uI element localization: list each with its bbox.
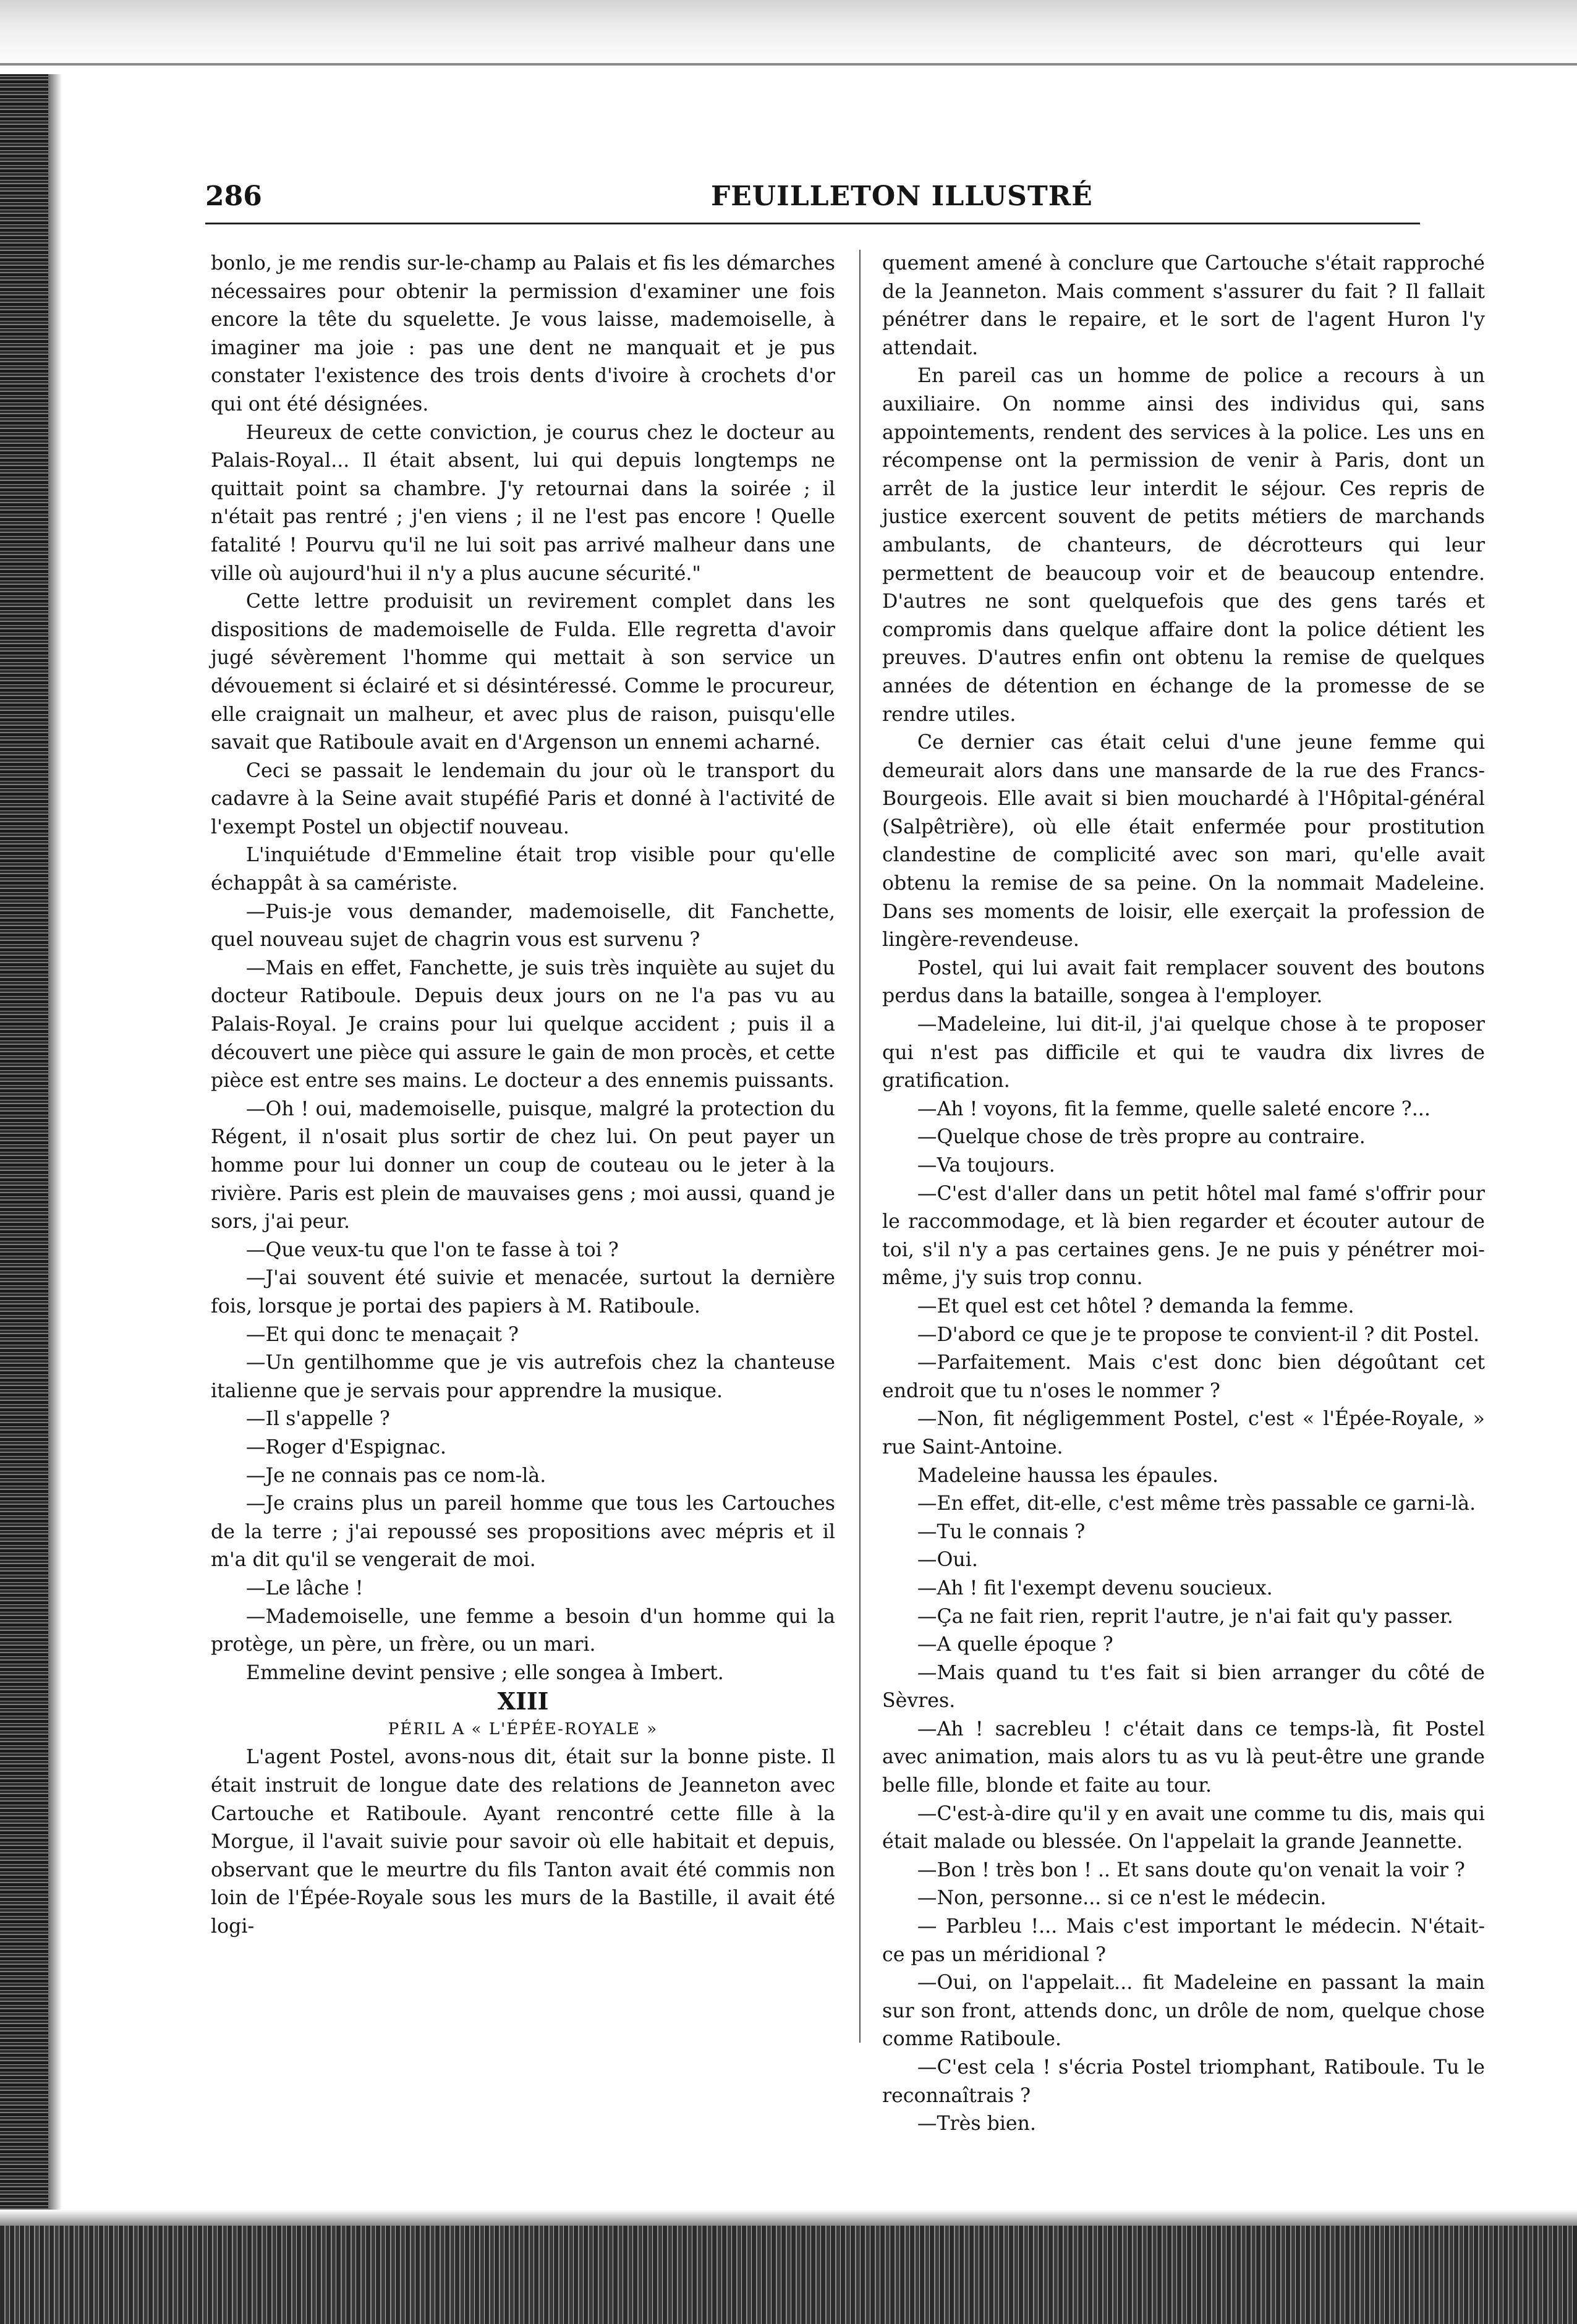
dialogue-line: —C'est d'aller dans un petit hôtel mal famé s'offrir pour le raccommodage, et là bien regarder et écouter autour de toi, s'il n'y a pas certaines gens. Je ne puis y pénétrer moi-même, j'y suis trop connu. — [882, 1182, 1485, 1290]
dialogue-line: —Et quel est cet hôtel ? demanda la femme. — [917, 1295, 1354, 1317]
dialogue-line: —Ah ! fit l'exempt devenu soucieux. — [917, 1577, 1273, 1599]
paragraph: Ce dernier cas était celui d'une jeune femme qui demeurait alors dans une mansarde de la rue des Francs-Bourgeois. Elle avait si bien mouchardé à l'Hôpital-général (Salpêtrière), où elle était enfermée pour prostitution clandestine de complicité avec son mari, qu'elle avait obtenu la remise de sa peine. On la nommait Madeleine. Dans ses moments de loisir, elle exerçait la profession de lingère-revendeuse. — [882, 731, 1485, 951]
dialogue-line: —Mais quand tu t'es fait si bien arranger du côté de Sèvres. — [882, 1661, 1485, 1713]
header-rule — [205, 223, 1420, 224]
paragraph: Cette lettre produisit un revirement complet dans les dispositions de mademoiselle de Fulda. Elle regretta d'avoir jugé sévèrement l'homme qui mettait à son service un dévouement si éclairé et si désintéressé. Comme le procureur, elle craignait un malheur, et avec plus de raison, puisqu'elle savait que Ratiboule avait en d'Argenson un ennemi acharné. — [211, 590, 835, 754]
dialogue-line: —Quelque chose de très propre au contraire. — [917, 1126, 1366, 1149]
scan-top-edge — [0, 0, 1577, 74]
paragraph: Madeleine haussa les épaules. — [917, 1464, 1219, 1487]
page-number: 286 — [205, 181, 262, 212]
dialogue-line: —Mais en effet, Fanchette, je suis très inquiète au sujet du docteur Ratiboule. Depuis deux jours on ne l'a pas vu au Palais-Royal. Je crains pour lui quelque accident ; puis il a découvert une pièce qui assure le gain de mon procès, et cette pièce est entre ses mains. Le docteur a des ennemis puissants. — [211, 956, 835, 1092]
dialogue-line: —Oh ! oui, mademoiselle, puisque, malgré la protection du Régent, il n'osait plus sortir de chez lui. On peut payer un homme pour lui donner un coup de couteau ou le jeter à la rivière. Paris est plein de mauvaises gens ; moi aussi, quand je sors, j'ai peur. — [211, 1097, 835, 1233]
dialogue-line: —Tu le connais ? — [917, 1520, 1086, 1543]
dialogue-line: —Parfaitement. Mais c'est donc bien dégoûtant cet endroit que tu n'oses le nommer ? — [882, 1351, 1485, 1402]
dialogue-line: —Ça ne fait rien, reprit l'autre, je n'ai fait qu'y passer. — [917, 1605, 1453, 1628]
dialogue-line: —Puis-je vous demander, mademoiselle, dit Fanchette, quel nouveau sujet de chagrin vous est survenu ? — [211, 900, 835, 951]
dialogue-line: —Roger d'Espignac. — [245, 1436, 447, 1458]
running-title: FEUILLETON ILLUSTRÉ — [711, 181, 1093, 212]
column-divider — [859, 250, 861, 2043]
dialogue-line: —C'est cela ! s'écria Postel triomphant, Ratiboule. Tu le reconnaîtrais ? — [882, 2056, 1485, 2107]
paragraph: Ceci se passait le lendemain du jour où le transport du cadavre à la Seine avait stupéfié Paris et donné à l'activité de l'exempt Postel un objectif nouveau. — [211, 759, 835, 838]
dialogue-line: —Va toujours. — [917, 1154, 1055, 1177]
dialogue-line: —Madeleine, lui dit-il, j'ai quelque chose à te proposer qui n'est pas difficile et qui te vaudra dix livres de gratification. — [882, 1013, 1485, 1092]
scan-bottom-edge — [0, 2226, 1577, 2324]
right-column — [882, 250, 1485, 2135]
dialogue-line: —D'abord ce que je te propose te convient-il ? dit Postel. — [917, 1323, 1480, 1346]
dialogue-line: — Parbleu !... Mais c'est important le médecin. N'était-ce pas un méridional ? — [882, 1915, 1485, 1966]
dialogue-line: —En effet, dit-elle, c'est même très passable ce garni-là. — [917, 1492, 1476, 1515]
chapter-number: XIII — [497, 1687, 549, 1716]
dialogue-line: —Ah ! voyons, fit la femme, quelle saleté encore ?... — [917, 1097, 1430, 1120]
paragraph: L'inquiétude d'Emmeline était trop visible pour qu'elle échappât à sa camériste. — [211, 844, 835, 895]
dialogue-line: —Je ne connais pas ce nom-là. — [245, 1464, 546, 1487]
paragraph: bonlo, je me rendis sur-le-champ au Palais et fis les démarches nécessaires pour obtenir la permission d'examiner une fois encore la tête du squelette. Je vous laisse, mademoiselle, à imaginer ma joie : pas une dent ne manquait et je pus constater l'existence des trois dents d'ivoire à crochets d'or qui ont été désignées. — [211, 252, 835, 415]
dialogue-line: —Bon ! très bon ! .. Et sans doute qu'on venait la voir ? — [917, 1858, 1465, 1881]
dialogue-line: —C'est-à-dire qu'il y en avait une comme tu dis, mais qui était malade ou blessée. On l'appelait la grande Jeannette. — [882, 1802, 1485, 1854]
paragraph: Emmeline devint pensive ; elle songea à Imbert. — [245, 1661, 724, 1684]
chapter-title: PÉRIL A « L'ÉPÉE-ROYALE » — [388, 1719, 658, 1739]
dialogue-line: —Que veux-tu que l'on te fasse à toi ? — [245, 1238, 619, 1261]
dialogue-line: —Mademoiselle, une femme a besoin d'un homme qui la protège, un père, un frère, ou un mari. — [211, 1605, 835, 1656]
scan-left-binding-edge — [0, 74, 48, 2250]
dialogue-line: —Un gentilhomme que je vis autrefois chez la chanteuse italienne que je servais pour apprendre la musique. — [211, 1351, 835, 1402]
dialogue-line: —Oui. — [917, 1549, 978, 1572]
dialogue-line: —Oui, on l'appelait... fit Madeleine en passant la main sur son front, attends donc, un drôle de nom, quelque chose comme Ratiboule. — [882, 1972, 1485, 2051]
dialogue-line: —A quelle époque ? — [917, 1633, 1113, 1656]
paragraph: En pareil cas un homme de police a recours à un auxiliaire. On nomme ainsi des individus qui, sans appointements, rendent des services à la police. Les uns en récompense ont la permission de venir à Paris, dont un arrêt de la justice leur interdit le séjour. Ces repris de justice exercent souvent de petits métiers de marchands ambulants, de chanteurs, de décrotteurs qui leur permettent de beaucoup voir et de beaucoup entendre. D'autres ne sont quelquefois que des gens tarés et compromis dans quelque affaire dont la police détient les preuves. D'autres enfin ont obtenu la remise de quelques années de détention en échange de la promesse de se rendre utiles. — [882, 365, 1485, 726]
paragraph: Heureux de cette conviction, je courus chez le docteur au Palais-Royal... Il était absent, lui qui depuis longtemps ne quittait point sa chambre. J'y retournai dans la soirée ; il n'était pas rentré ; j'en viens ; il ne l'est pas encore ! Quelle fatalité ! Pourvu qu'il ne lui soit pas arrivé malheur dans une ville où aujourd'hui il n'y a plus aucune sécurité." — [211, 421, 835, 585]
dialogue-line: —Il s'appelle ? — [245, 1408, 390, 1431]
paragraph: quement amené à conclure que Cartouche s'était rapproché de la Jeanneton. Mais comment s'assurer du fait ? Il fallait pénétrer dans le repaire, et le sort de l'agent Huron l'y attendait. — [882, 252, 1485, 359]
dialogue-line: —Je crains plus un pareil homme que tous les Cartouches de la terre ; j'ai repoussé ses propositions avec mépris et il m'a dit qu'il se vengerait de moi. — [211, 1492, 835, 1572]
dialogue-line: —Ah ! sacrebleu ! c'était dans ce temps-là, fit Postel avec animation, mais alors tu as vu là peut-être une grande belle fille, blonde et faite au tour. — [882, 1717, 1485, 1797]
paragraph: Postel, qui lui avait fait remplacer souvent des boutons perdus dans la bataille, songea à l'employer. — [882, 956, 1485, 1008]
dialogue-line: —Non, personne... si ce n'est le médecin. — [917, 1887, 1327, 1910]
paragraph: L'agent Postel, avons-nous dit, était sur la bonne piste. Il était instruit de longue date des relations de Jeanneton avec Cartouche et Ratiboule. Ayant rencontré cette fille à la Morgue, il l'avait suivie pour savoir où elle habitait et depuis, observant que le meurtre du fils Tanton avait été commis non loin de l'Épée-Royale sous les murs de la Bastille, il avait été logi- — [211, 1746, 835, 1938]
dialogue-line: —J'ai souvent été suivie et menacée, surtout la dernière fois, lorsque je portai des papiers à M. Ratiboule. — [211, 1267, 835, 1317]
left-column — [211, 250, 835, 2054]
dialogue-line: —Non, fit négligemment Postel, c'est « l'Épée-Royale, » rue Saint-Antoine. — [882, 1408, 1485, 1458]
dialogue-line: —Le lâche ! — [245, 1577, 363, 1599]
dialogue-line: —Très bien. — [917, 2113, 1037, 2135]
dialogue-line: —Et qui donc te menaçait ? — [245, 1323, 519, 1346]
